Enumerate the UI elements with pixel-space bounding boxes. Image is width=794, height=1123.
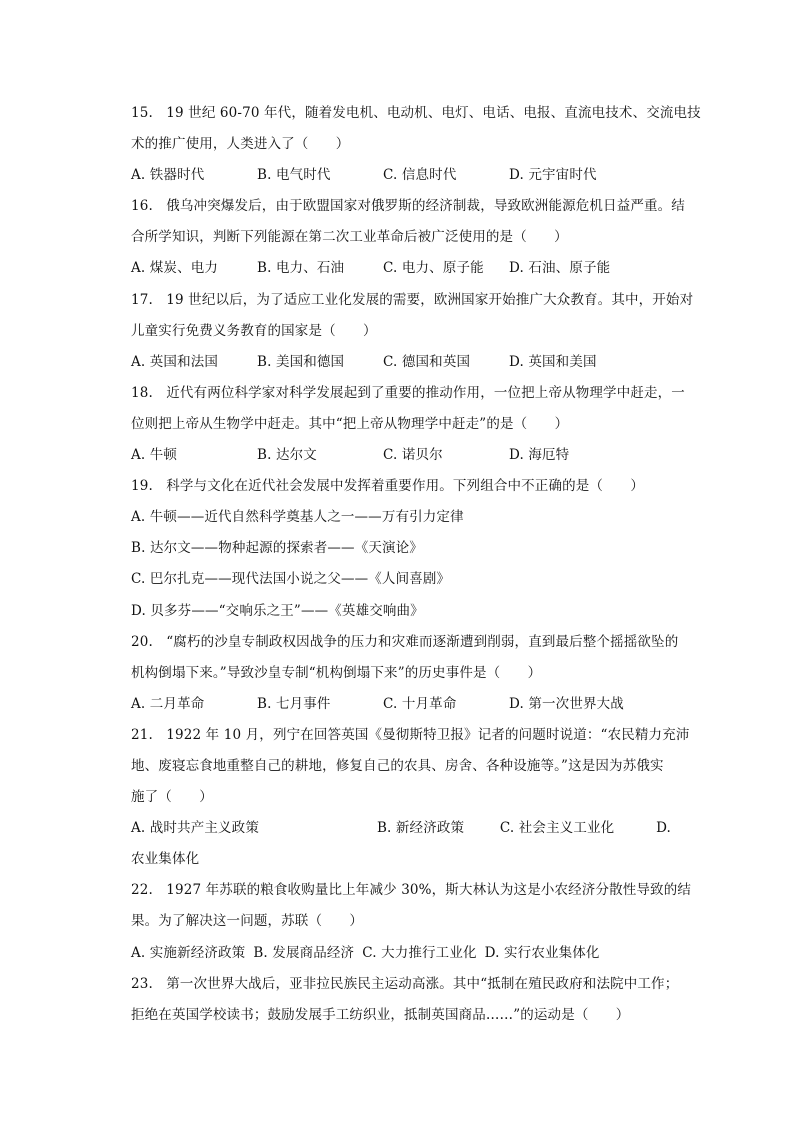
question-number: 16.	[131, 198, 153, 215]
question-number: 23.	[131, 975, 153, 992]
question-stem: 术的推广使用，人类进入了（ ）	[131, 136, 350, 153]
question-stem: 22. 1927 年苏联的粮食收购量比上年减少 30%，斯大林认为这是小农经济分散性导致的结	[131, 875, 671, 906]
question-stem: 位则把上帝从生物学中赶走。其中“把上帝从物理学中赶走”的是（ ）	[131, 415, 569, 432]
question-number: 18.	[131, 384, 153, 401]
options-row	[131, 938, 671, 969]
option-a: A. 煤炭、电力	[131, 260, 219, 277]
question-stem: 果。为了解决这一问题，苏联（ ）	[131, 913, 364, 930]
question-stem: 儿童实行免费义务教育的国家是（ ）	[131, 322, 377, 339]
question-number: 17.	[131, 291, 153, 308]
question-20	[131, 627, 679, 720]
option-c: C. 电力、原子能	[383, 260, 484, 277]
question-23	[131, 969, 679, 1031]
option-b: B. 达尔文	[257, 447, 317, 464]
option-d: D. 贝多芬——“交响乐之王”——《英雄交响曲》	[131, 602, 424, 619]
option-d: D. 英国和美国	[509, 353, 597, 370]
question-16	[131, 191, 685, 284]
question-stem: 21. 1922 年 10 月，列宁在回答英国《曼彻斯特卫报》记者的问题时说道：“农民精力充沛	[131, 720, 671, 751]
question-stem: 施了（ ）	[131, 789, 213, 806]
options-row	[131, 440, 671, 471]
options-row	[131, 813, 671, 844]
question-list	[131, 98, 701, 1031]
question-number: 21.	[131, 726, 153, 743]
question-stem: 合所学知识，判断下列能源在第二次工业革命后被广泛使用的是（ ）	[131, 229, 568, 246]
option-c: C. 信息时代	[383, 167, 457, 184]
option-b: B. 发展商品经济	[253, 944, 355, 961]
option-c: C. 十月革命	[383, 695, 457, 712]
question-15	[131, 98, 701, 191]
question-number: 22.	[131, 882, 153, 899]
option-d: D. 石油、原子能	[509, 260, 611, 277]
question-stem: 16. 俄乌冲突爆发后，由于欧盟国家对俄罗斯的经济制裁，导致欧洲能源危机日益严重。结	[131, 191, 671, 222]
question-18	[131, 378, 685, 471]
options-row	[131, 253, 671, 284]
options-row	[131, 347, 671, 378]
option-d-continued: 农业集体化	[131, 851, 200, 868]
option-b: B. 新经济政策	[376, 820, 465, 837]
option-d: D. 实行农业集体化	[484, 944, 600, 961]
question-22	[131, 875, 691, 968]
option-b: B. 电力、石油	[257, 260, 345, 277]
option-d: D. 元宇宙时代	[509, 167, 597, 184]
question-stem: 地、废寝忘食地重整自己的耕地，修复自己的农具、房舍、各种设施等。”这是因为苏俄实	[131, 757, 664, 774]
question-stem: 23. 第一次世界大战后，亚非拉民族民主运动高涨。其中“抵制在殖民政府和法院中工作；	[131, 969, 671, 1000]
question-number: 19.	[131, 478, 153, 495]
options-row	[131, 160, 671, 191]
option-a: A. 英国和法国	[131, 353, 219, 370]
question-stem: 17. 19 世纪以后，为了适应工业化发展的需要，欧洲国家开始推广大众教育。其中，开始对	[131, 285, 671, 316]
option-d: D.	[656, 820, 671, 837]
option-b: B. 美国和德国	[257, 353, 345, 370]
option-c: C. 社会主义工业化	[499, 820, 615, 837]
option-a: A. 牛顿——近代自然科学奠基人之一——万有引力定律	[131, 509, 464, 526]
options-row	[131, 689, 671, 720]
option-a: A. 实施新经济政策	[131, 944, 246, 961]
option-b: B. 七月事件	[257, 695, 331, 712]
question-stem: 19. 科学与文化在近代社会发展中发挥着重要作用。下列组合中不正确的是（ ）	[131, 471, 671, 502]
question-number: 20.	[131, 633, 153, 650]
question-number: 15.	[131, 105, 153, 121]
option-c: C. 诺贝尔	[383, 447, 443, 464]
option-a: A. 战时共产主义政策	[131, 820, 259, 837]
option-d: D. 海厄特	[509, 447, 570, 464]
option-a: A. 牛顿	[131, 447, 178, 464]
question-17	[131, 285, 694, 378]
option-c: C. 德国和英国	[383, 353, 471, 370]
option-a: A. 二月革命	[131, 695, 205, 712]
option-d: D. 第一次世界大战	[509, 695, 624, 712]
question-stem: 拒绝在英国学校读书；鼓励发展手工纺织业，抵制英国商品……”的运动是（ ）	[131, 1006, 630, 1023]
question-stem: 20. “腐朽的沙皇专制政权因战争的压力和灾难而逐渐遭到削弱，直到最后整个摇摇欲坠的	[131, 627, 671, 658]
question-stem: 15. 19 世纪 60-70 年代，随着发电机、电动机、电灯、电话、电报、直流电技术、交流电技	[131, 98, 671, 129]
option-c: C. 大力推行工业化	[362, 944, 477, 961]
option-b: B. 达尔文——物种起源的探索者——《天演论》	[131, 540, 423, 557]
option-b: B. 电气时代	[257, 167, 331, 184]
question-19	[131, 471, 671, 626]
question-21	[131, 720, 690, 875]
option-c: C. 巴尔扎克——现代法国小说之父——《人间喜剧》	[131, 571, 451, 588]
option-a: A. 铁器时代	[131, 167, 205, 184]
question-stem: 18. 近代有两位科学家对科学发展起到了重要的推动作用，一位把上帝从物理学中赶走，一	[131, 378, 671, 409]
question-stem: 机构倒塌下来。”导致沙皇专制“机构倒塌下来”的历史事件是（ ）	[131, 664, 542, 681]
